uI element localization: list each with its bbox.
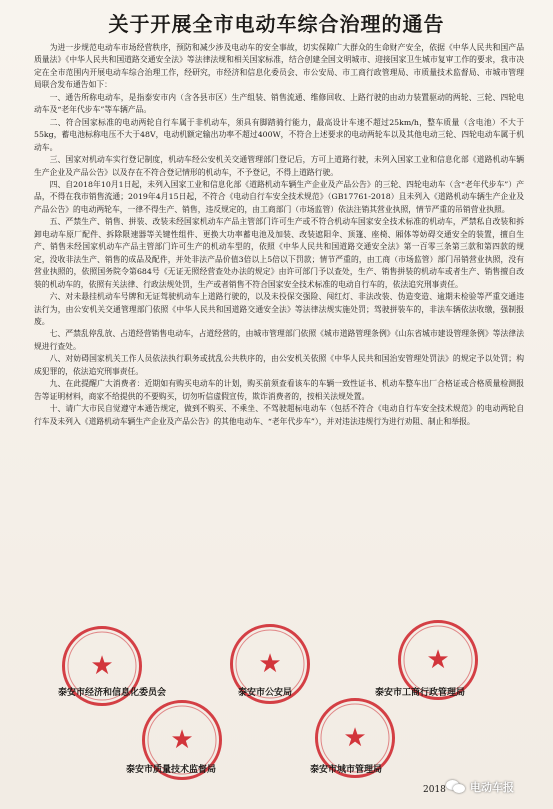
star-icon: ★ — [343, 723, 367, 753]
wechat-watermark — [446, 774, 550, 800]
paragraph-10: 十、请广大市民自觉遵守本通告规定，做到不购买、不乘坐、不驾驶超标电动车（包括不符合《电动自行车安全技术规范》的电动两轮自行车及未列入《道路机动车辆生产企业及产品公告》的其他电动车、“老年代步车”），并对违法违规行为进行劝阻、制止和举报。 — [34, 404, 524, 426]
paragraph-2: 二、符合国家标准的电动两轮自行车属于非机动车，须具有脚踏骑行能力，最高设计车速不超过25km/h，整车质量（含电池）不大于55kg，蓄电池标称电压不大于48V，电动机额定输出功率不超过400W，不符合上述要求的电动两轮车以及其他电动三轮、四轮电动车属于机动车。 — [34, 117, 524, 152]
paragraph-4: 四、自2018年10月1日起，未列入国家工业和信息化部《道路机动车辆生产企业及产品公告》的三轮、四轮电动车（含“老年代步车”）产品，不得在我市销售流通；2019年4月15日起，不符合《电动自行车安全技术规范》（GB17761-2018）且未列入《道路机动车辆生产企业及产品公告》的电动两轮车，一律不得生产、销售，违反规定的，由工商部门（市场监管）依法注销其营业执照，情节严重的吊销营业执照。 — [34, 179, 524, 214]
paragraph-9: 九、在此提醒广大消费者：近期如有购买电动车的计划，购买前须查看该车的车辆一致性证书、机动车整车出厂合格证或合格质量检测报告等证明材料，商家不给提供的不要购买，切勿听信虚假宣传，欺诈消费者的，按相关法规处置。 — [34, 379, 524, 401]
notice-title: 关于开展全市电动车综合治理的通告 — [108, 12, 445, 36]
paragraph-7: 七、严禁乱停乱放、占道经营销售电动车，占道经营的，由城市管理部门依照《城市道路管理条例》《山东省城市建设管理条例》等法律法规进行查处。 — [34, 329, 524, 351]
star-icon: ★ — [170, 725, 194, 755]
notice-date: 2018 — [423, 785, 446, 795]
paragraph-intro: 为进一步规范电动车市场经营秩序，预防和减少涉及电动车的安全事故，切实保障广大群众的生命财产安全，依据《中华人民共和国产品质量法》《中华人民共和国道路交通安全法》等法律法规和相关国家标准，结合创建全国文明城市、迎接国家卫生城市复审工作的要求，我市决定在全市范围内开展电动车综合治理工作，经研究，市经济和信息化委员会、市公安局、市工商行政管理局、市质量技术监督局、市城市管理局联合发布通告如下： — [34, 43, 524, 90]
signature-industry-commerce: 泰安市工商行政管理局 — [375, 688, 466, 698]
signature-public-security: 泰安市公安局 — [238, 688, 293, 698]
star-icon: ★ — [426, 645, 450, 675]
paragraph-3: 三、国家对机动车实行登记制度，机动车经公安机关交通管理部门登记后，方可上道路行驶，未列入国家工业和信息化部《道路机动车辆生产企业及产品公告》以及存在不符合登记情形的机动车，不予登记，不得上道路行驶。 — [34, 155, 524, 177]
wechat-icon — [446, 779, 466, 795]
signature-economy-commission: 泰安市经济和信息化委员会 — [58, 688, 167, 698]
notice-body — [34, 42, 524, 428]
paragraph-8: 八、对妨碍国家机关工作人员依法执行职务或扰乱公共秩序的，由公安机关依照《中华人民共和国治安管理处罚法》的规定予以处罚；构成犯罪的，依法追究刑事责任。 — [34, 354, 524, 376]
star-icon: ★ — [258, 649, 282, 679]
signature-quality-supervision: 泰安市质量技术监督局 — [126, 765, 217, 775]
signature-city-management: 泰安市城市管理局 — [310, 765, 383, 775]
paragraph-5: 五、严禁生产、销售、拼装、改装未经国家机动车产品主管部门许可生产或不符合机动车国家安全技术标准的机动车，严禁私自改装和拆卸电动车原厂配件、拆除限速器等关键性组件、更换大功率蓄电池及加装、改装遮阳伞、顶篷、座椅、厢体等妨碍交通安全的装置，擅自生产、销售未经国家机动车产品主管部门许可生产的机动车型的，依照《中华人民共和国道路交通安全法》第一百零三条第三款和第四款的规定，没收非法生产、销售的成品及配件，并处非法产品价值3倍以上5倍以下罚款；情节严重的，由工商（市场监管）部门吊销营业执照，没有营业执照的，依照国务院令第684号《无证无照经营查处办法的规定》由许可部门予以查处，生产、销售拼装的机动车或者生产、销售擅自改装的机动车的，依照有关法律、行政法规处罚，生产或者销售不符合国家安全技术标准的电动自行车的，依法追究刑事责任。 — [34, 217, 524, 289]
star-icon: ★ — [90, 651, 114, 681]
watermark-label: 电动车报 — [470, 781, 514, 794]
paragraph-6: 六、对未悬挂机动车号牌和无证驾驶机动车上道路行驶的，以及未投保交强险、闯红灯、非法改装、伪造变造、逾期未检验等严重交通违法行为，由公安机关交通管理部门依照《中华人民共和国道路交通安全法》等法律法规实施处罚；驾驶拼装车的，非法车辆依法收缴，强制报废。 — [34, 292, 524, 326]
paragraph-1: 一、通告所称电动车，是指泰安市内（含各县市区）生产组装、销售流通、维修回收、上路行驶的由动力装置驱动的两轮、三轮、四轮电动车及“老年代步车”等车辆产品。 — [34, 92, 524, 115]
